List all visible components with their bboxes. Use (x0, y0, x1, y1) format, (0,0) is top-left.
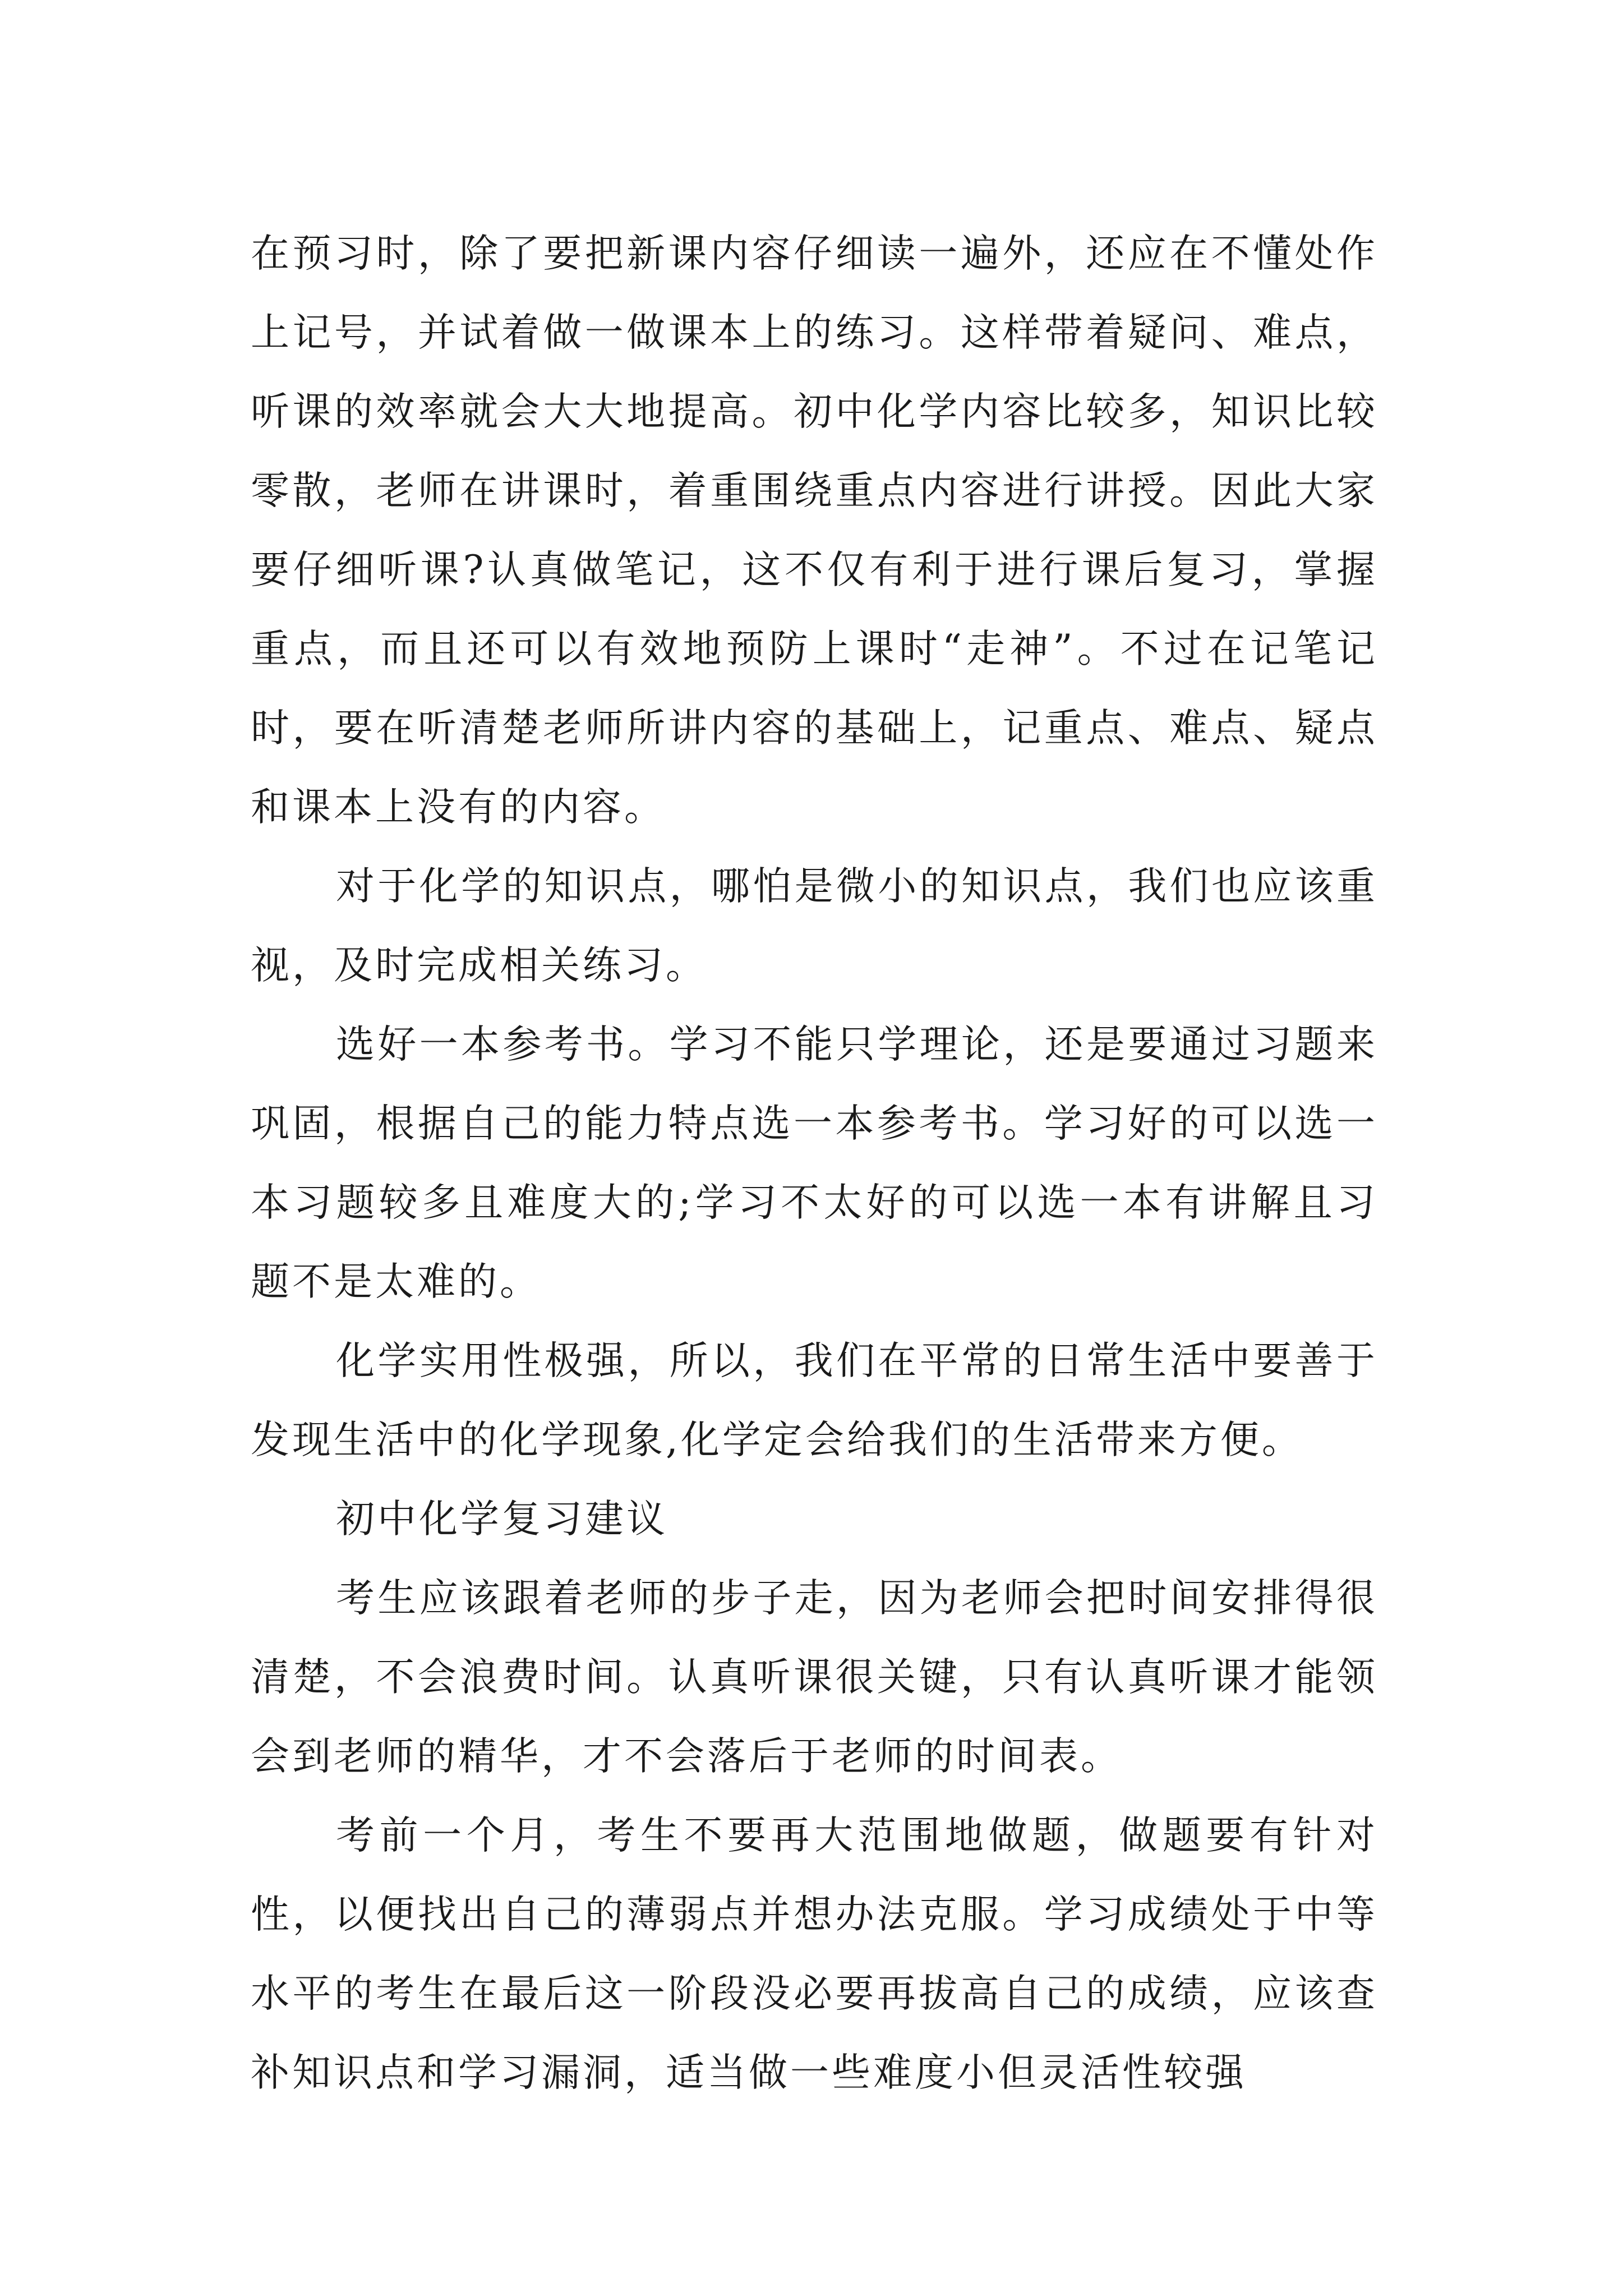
paragraph-follow-teacher: 考生应该跟着老师的步子走，因为老师会把时间安排得很清楚，不会浪费时间。认真听课很关键，只有认真听课才能领会到老师的精华，才不会落后于老师的时间表。 (251, 1576, 1378, 1779)
paragraph-reference-book: 选好一本参考书。学习不能只学理论，还是要通过习题来巩固，根据自己的能力特点选一本参考书。学习好的可以选一本习题较多且难度大的;学习不太好的可以选一本有讲解且习题不是太难的。 (251, 1022, 1378, 1304)
section-heading-review-advice: 初中化学复习建议 (336, 1497, 668, 1542)
paragraph-last-month: 考前一个月，考生不要再大范围地做题，做题要有针对性，以便找出自己的薄弱点并想办法克服。学习成绩处于中等水平的考生在最后这一阶段没必要再拔高自己的成绩，应该查补知识点和学习漏洞，适当做一些难度小但灵活性较强 (251, 1813, 1378, 2095)
paragraph-knowledge-points: 对于化学的知识点，哪怕是微小的知识点，我们也应该重视，及时完成相关练习。 (251, 864, 1378, 988)
paragraph-practical-chemistry: 化学实用性极强，所以，我们在平常的日常生活中要善于发现生活中的化学现象,化学定会给我们的生活带来方便。 (251, 1338, 1378, 1462)
document-body (251, 214, 1378, 2113)
paragraph-preview-study: 在预习时，除了要把新课内容仔细读一遍外，还应在不懂处作上记号，并试着做一做课本上的练习。这样带着疑问、难点，听课的效率就会大大地提高。初中化学内容比较多，知识比较零散，老师在讲课时，着重围绕重点内容进行讲授。因此大家要仔细听课?认真做笔记，这不仅有利于进行课后复习，掌握重点，而且还可以有效地预防上课时“走神”。不过在记笔记时，要在听清楚老师所讲内容的基础上，记重点、难点、疑点和课本上没有的内容。 (251, 231, 1378, 830)
